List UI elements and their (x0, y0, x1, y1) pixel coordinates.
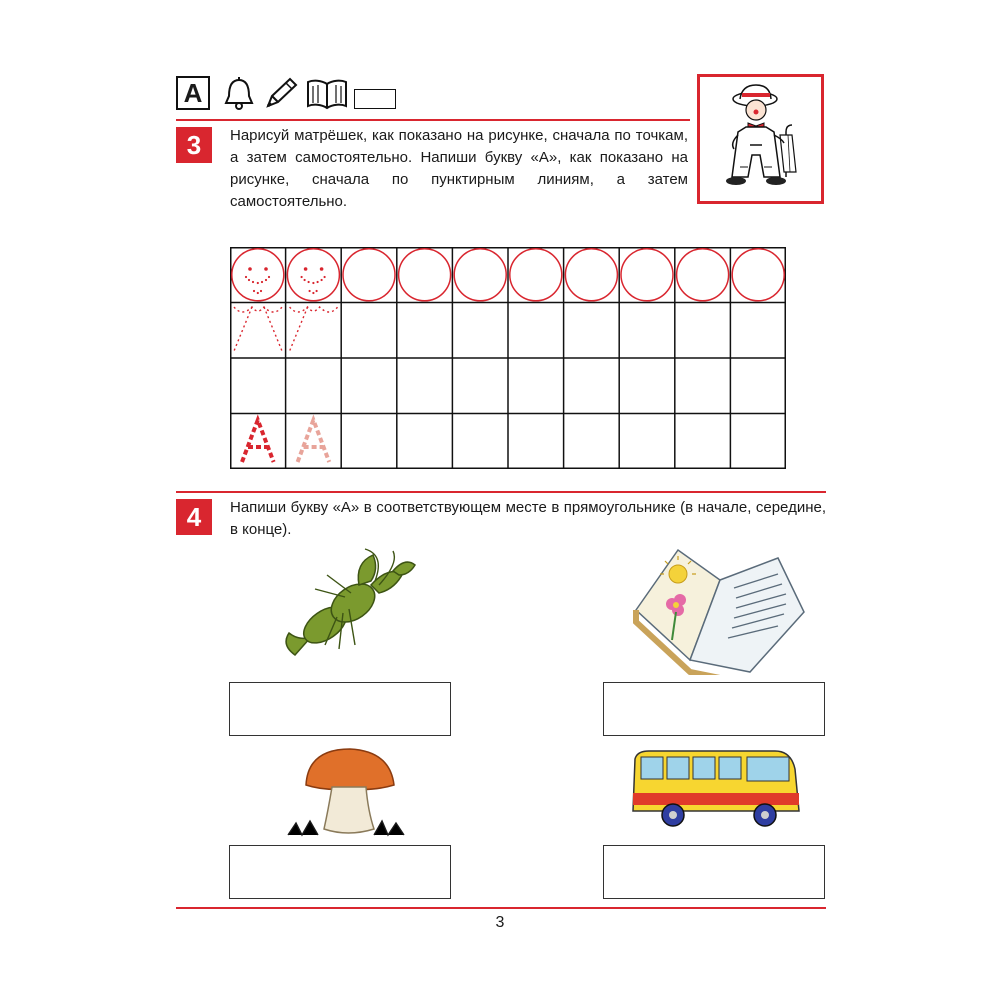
footer-rule (176, 907, 826, 909)
empty-rectangle (354, 89, 396, 109)
letter-a-traced (242, 420, 274, 462)
task-4-number: 4 (176, 499, 212, 535)
answer-box-book[interactable] (603, 682, 825, 736)
book-icon (305, 76, 349, 112)
bus-picture (625, 745, 805, 835)
corner-illustration-frame (697, 74, 824, 204)
page-number: 3 (495, 914, 505, 931)
answer-box-crayfish[interactable] (229, 682, 451, 736)
writing-grid (230, 247, 786, 469)
answer-box-mushroom[interactable] (229, 845, 451, 899)
task-4-text: Напиши букву «А» в соответствующем месте в прямоугольнике (в начале, середине, в конце). (230, 499, 826, 538)
task-3-number: 3 (176, 127, 212, 163)
answer-box-bus[interactable] (603, 845, 825, 899)
grid-lines (230, 247, 786, 469)
task-3-rule (176, 119, 690, 121)
letter-a-light (298, 420, 330, 462)
task-3-text: Нарисуй матрёшек, как показано на рисунке, сначала по точкам, а затем самостоятельно. Напиши букву «А», как показано на рисунке, сначала по пунктирным линиям, а затем самостоятельно. (230, 127, 688, 210)
crayfish-picture (275, 545, 425, 670)
letter-box: А (176, 76, 210, 110)
task-4-rule (176, 491, 826, 493)
clown-picture (700, 77, 821, 201)
book-picture (628, 540, 808, 675)
pencil-icon (262, 76, 300, 112)
mushroom-picture (284, 745, 414, 840)
bell-icon (221, 76, 257, 112)
